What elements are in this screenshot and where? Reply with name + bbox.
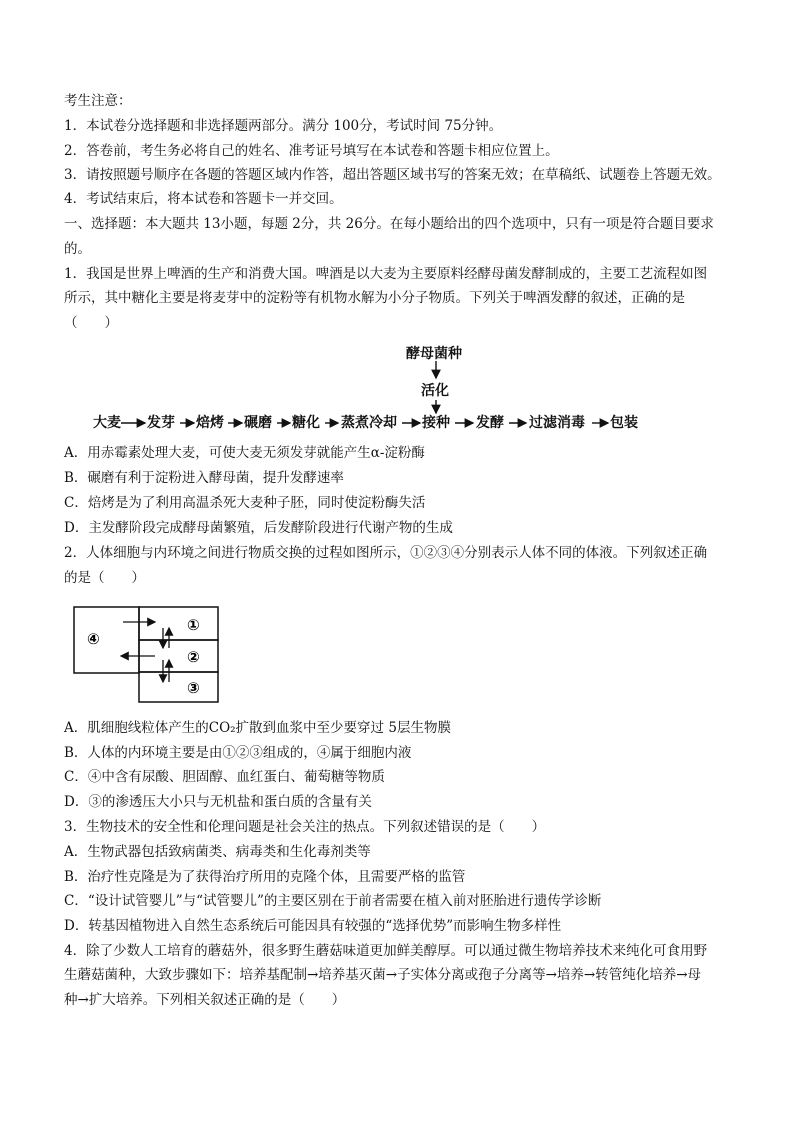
notice-item-3: 3．请按照题号顺序在各题的答题区域内作答，超出答题区域书写的答案无效；在草稿纸、试题卷上答题无效。 (64, 167, 721, 183)
q2-option-a: A．肌细胞线粒体产生的CO₂扩散到血浆中至少要穿过 5层生物膜 (64, 720, 451, 736)
q2-stem-cont: 的是（ ） (64, 570, 145, 586)
q3-stem: 3．生物技术的安全性和伦理问题是社会关注的热点。下列叙述错误的是（ ） (64, 819, 546, 835)
notice-item-4: 4．考试结束后，将本试卷和答题卡一并交回。 (64, 191, 343, 207)
flow-node-milling: 碾磨 (244, 415, 272, 431)
q3-option-b: B．治疗性克隆是为了获得治疗所用的克隆个体，且需要严格的监管 (64, 869, 466, 885)
q1-answer-blank: （ ） (64, 315, 118, 331)
flow-node-activation: 活化 (421, 383, 449, 399)
q2-option-b: B．人体的内环境主要是由①②③组成的，④属于细胞内液 (64, 745, 412, 761)
q1-option-d: D．主发酵阶段完成酵母菌繁殖，后发酵阶段进行代谢产物的生成 (64, 520, 453, 536)
q1-stem: 1．我国是世界上啤酒的生产和消费大国。啤酒是以大麦为主要原料经酵母菌发酵制成的，主要工艺流程如图 (64, 266, 708, 282)
q1-option-b: B．碾磨有利于淀粉进入酵母菌，提升发酵速率 (64, 470, 344, 486)
q2-stem: 2．人体细胞与内环境之间进行物质交换的过程如图所示，①②③④分别表示人体不同的体液。下列叙述正确 (64, 545, 708, 561)
q3-option-c: C．“设计试管婴儿”与“试管婴儿”的主要区别在于前者需要在植入前对胚胎进行遗传学诊断 (64, 893, 602, 909)
q3-option-a: A．生物武器包括致病菌类、病毒类和生化毒剂类等 (64, 844, 371, 860)
q2-option-d: D．③的渗透压大小只与无机盐和蛋白质的含量有关 (64, 794, 372, 810)
diagram-label-4: ④ (87, 630, 100, 648)
flow-node-germination: 发芽 (147, 415, 175, 431)
q1-option-c: C．焙烤是为了利用高温杀死大麦种子胚，同时使淀粉酶失活 (64, 495, 426, 511)
notice-item-2: 2．答卷前，考生务必将自己的姓名、准考证号填写在本试卷和答题卡相应位置上。 (64, 143, 559, 159)
diagram-label-2: ② (187, 648, 200, 666)
notice-title: 考生注意： (64, 93, 132, 109)
flow-node-boil-cool: 蒸煮冷却 (341, 415, 397, 431)
q4-stem: 4．除了少数人工培育的蘑菇外，很多野生蘑菇味道更加鲜美醇厚。可以通过微生物培养技术来纯化可食用野 (64, 943, 708, 959)
q2-option-c: C．④中含有尿酸、胆固醇、血红蛋白、葡萄糖等物质 (64, 769, 385, 785)
q4-stem-cont-2: 种→扩大培养。下列相关叙述正确的是（ ） (64, 992, 346, 1008)
flow-node-barley: 大麦 (93, 415, 121, 431)
q1-stem-cont: 所示，其中糖化主要是将麦芽中的淀粉等有机物水解为小分子物质。下列关于啤酒发酵的叙述，正确的是 (64, 290, 685, 306)
diagram-label-1: ① (187, 616, 200, 634)
section-header: 一、选择题：本大题共 13小题，每题 2分，共 26分。在每小题给出的四个选项中，只有一项是符合题目要求 (64, 216, 714, 232)
q3-option-d: D．转基因植物进入自然生态系统后可能因具有较强的“选择优势”而影响生物多样性 (64, 918, 562, 934)
section-header-cont: 的。 (64, 241, 91, 257)
flow-node-roasting: 焙烤 (196, 415, 224, 431)
flow-node-packaging: 包装 (610, 415, 638, 431)
q1-option-a: A．用赤霉素处理大麦，可使大麦无须发芽就能产生α-淀粉酶 (64, 445, 425, 461)
flow-node-yeast: 酵母菌种 (406, 346, 462, 362)
flow-node-saccharification: 糖化 (292, 415, 320, 431)
diagram-label-3: ③ (187, 679, 200, 697)
flow-node-fermentation: 发酵 (476, 415, 504, 431)
flow-node-inoculation: 接种 (422, 415, 450, 431)
q4-stem-cont: 生蘑菇菌种，大致步骤如下：培养基配制→培养基灭菌→子实体分离或孢子分离等→培养→转管纯化培养→母 (64, 967, 702, 983)
q2-fluid-diagram (73, 606, 255, 704)
flow-node-filter-sterilize: 过滤消毒 (529, 415, 585, 431)
notice-item-1: 1．本试卷分选择题和非选择题两部分。满分 100分，考试时间 75分钟。 (64, 118, 503, 134)
